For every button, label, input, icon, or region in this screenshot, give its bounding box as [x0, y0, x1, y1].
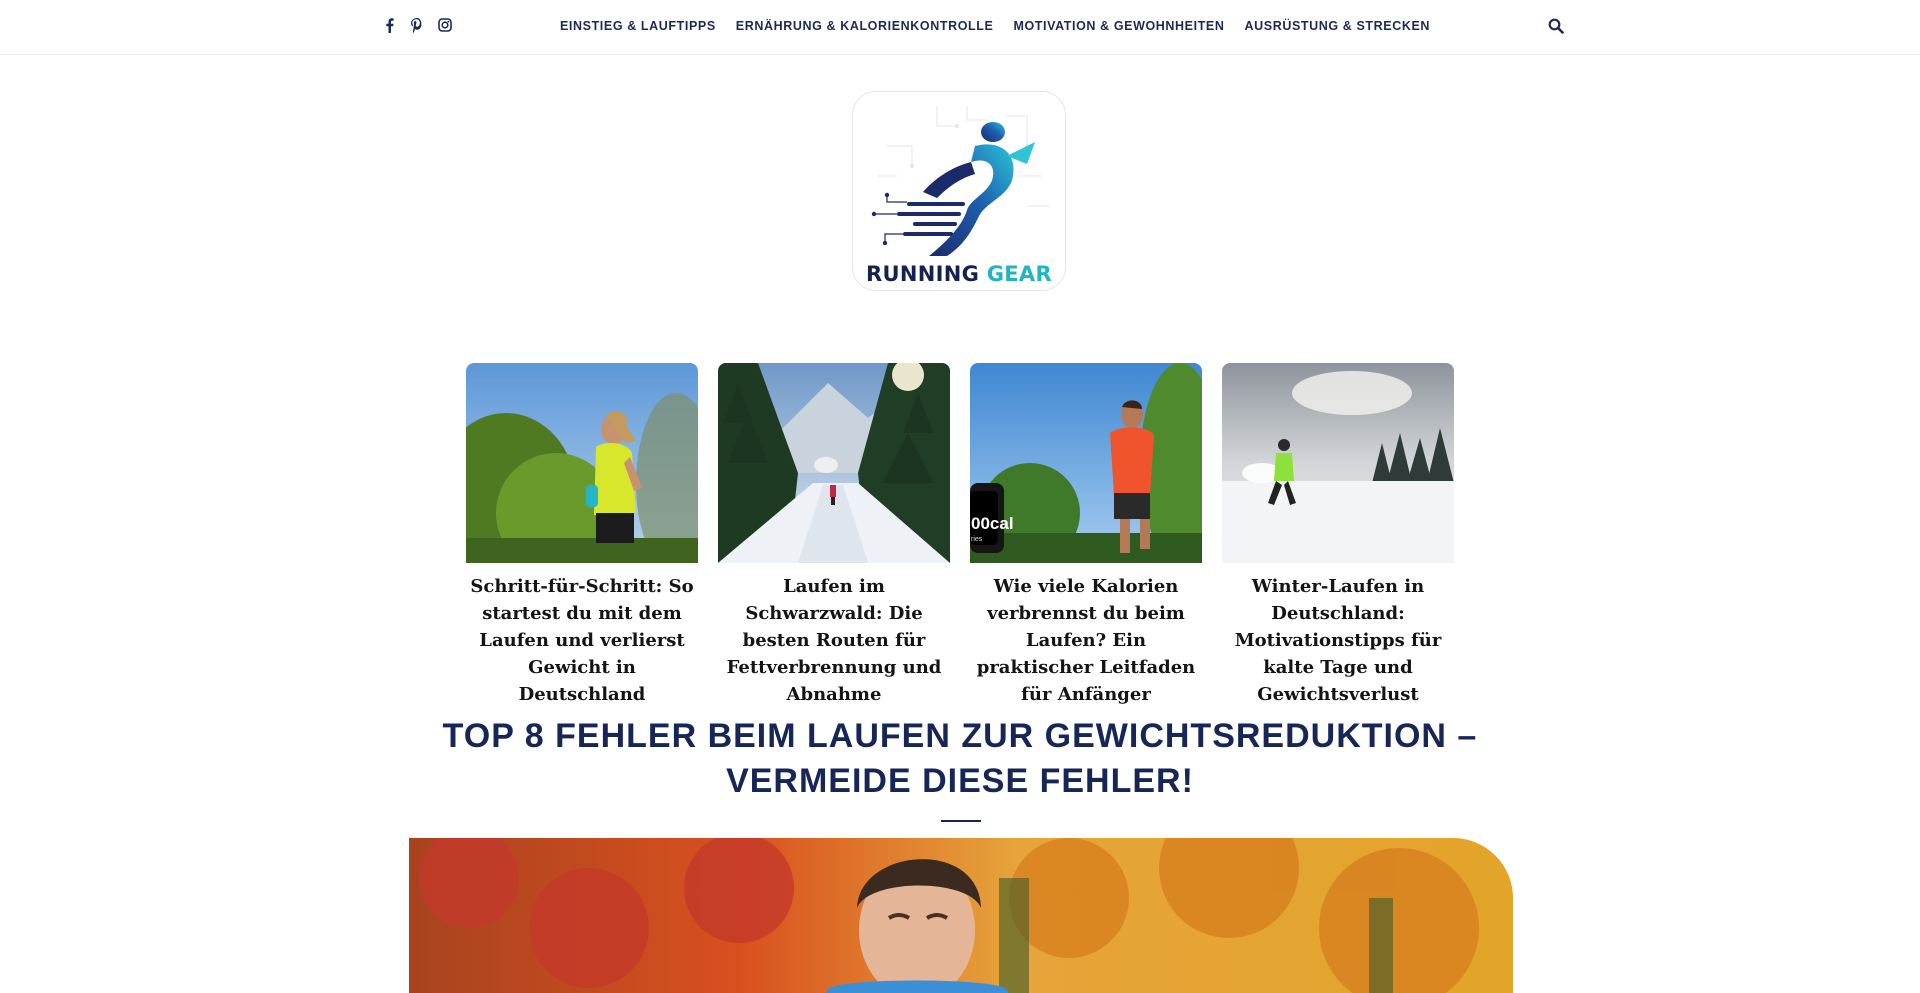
- pinterest-icon[interactable]: [410, 17, 424, 33]
- watch-calorie-readout: 00cal: [971, 514, 1014, 533]
- runner-logo-graphic: [867, 106, 1053, 261]
- post-thumbnail-winter-run[interactable]: [1222, 363, 1454, 563]
- nav-item-motivation[interactable]: MOTIVATION & GEWOHNHEITEN: [1013, 19, 1225, 33]
- nav-item-ernaehrung[interactable]: ERNÄHRUNG & KALORIENKONTROLLE: [735, 19, 994, 33]
- post-thumbnail-snowy-forest[interactable]: [718, 363, 950, 563]
- post-title[interactable]: Wie viele Kalorien verbrennst du beim Laufen? Ein praktischer Leitfaden für Anfänger: [976, 576, 1196, 705]
- featured-post-card[interactable]: [466, 363, 698, 708]
- facebook-icon[interactable]: [382, 17, 396, 33]
- featured-post-card[interactable]: [970, 363, 1202, 708]
- featured-post-card[interactable]: [718, 363, 950, 708]
- featured-post-card[interactable]: [1222, 363, 1454, 708]
- article-headline: TOP 8 FEHLER BEIM LAUFEN ZUR GEWICHTSREDUKTION – VERMEIDE DIESE FEHLER!: [442, 717, 1478, 800]
- logo-word-running: RUNNING: [866, 262, 980, 286]
- instagram-icon[interactable]: [438, 17, 452, 33]
- post-thumbnail-woman-running[interactable]: [466, 363, 698, 563]
- social-links: [382, 17, 452, 33]
- logo-wordmark: [853, 262, 1065, 286]
- post-title[interactable]: Schritt-für-Schritt: So startest du mit dem Laufen und verlierst Gewicht in Deutschland: [470, 576, 694, 705]
- post-title[interactable]: Winter-Laufen in Deutschland: Motivationstipps für kalte Tage und Gewichtsverlust: [1234, 576, 1442, 705]
- headline-divider: [941, 820, 981, 822]
- watch-calorie-unit: ries: [971, 536, 983, 543]
- article-hero-image: [409, 838, 1513, 993]
- featured-posts: [466, 363, 1454, 708]
- main-nav: [560, 19, 1430, 33]
- nav-item-einstieg[interactable]: EINSTIEG & LAUFTIPPS: [560, 19, 716, 33]
- nav-item-ausruestung[interactable]: AUSRÜSTUNG & STRECKEN: [1244, 19, 1431, 33]
- post-thumbnail-man-running[interactable]: [970, 363, 1202, 563]
- search-icon[interactable]: [1548, 18, 1564, 34]
- logo-word-gear: GEAR: [986, 262, 1052, 286]
- site-logo[interactable]: [852, 91, 1066, 291]
- top-bar: [0, 0, 1920, 55]
- post-title[interactable]: Laufen im Schwarzwald: Die besten Routen für Fettverbrennung und Abnahme: [726, 576, 942, 705]
